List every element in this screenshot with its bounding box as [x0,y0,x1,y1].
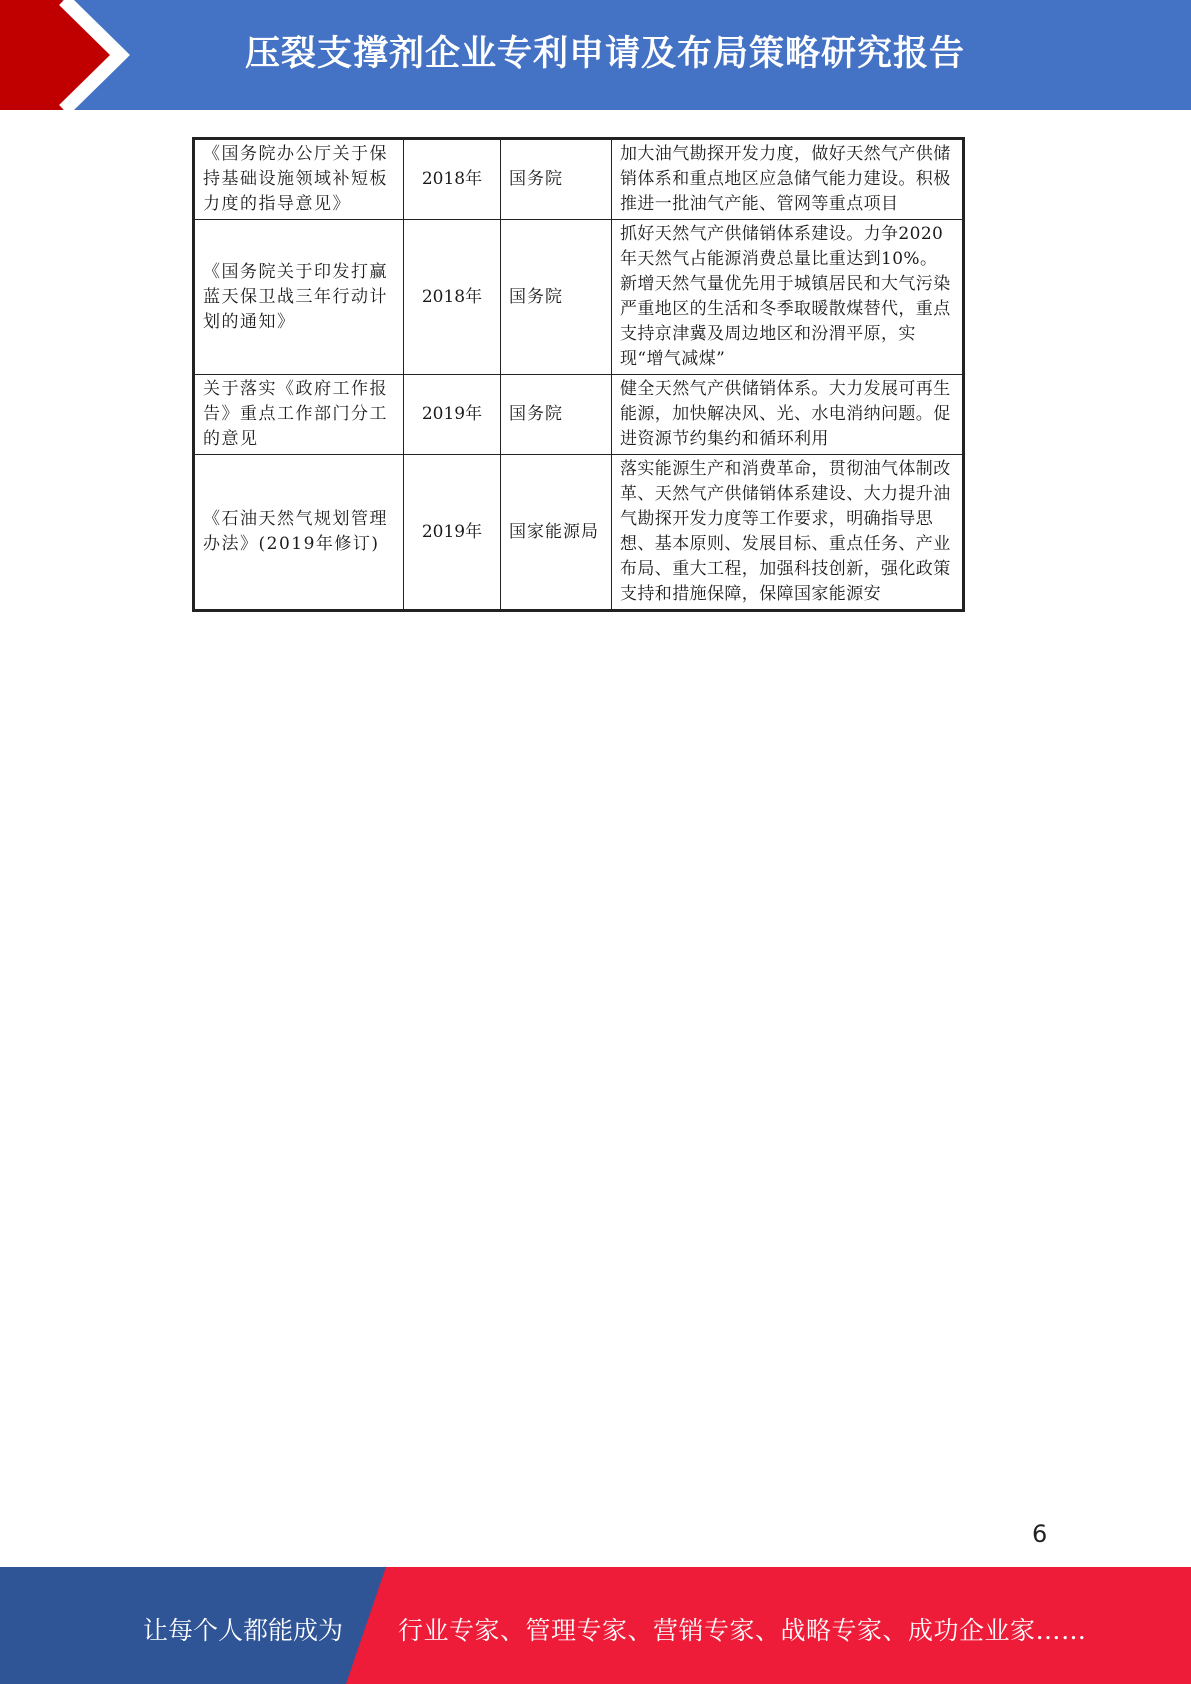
content-cell: 落实能源生产和消费革命，贯彻油气体制改革、天然气产供储销体系建设、大力提升油气勘探开发力度等工作要求，明确指导思想、基本原则、发展目标、重点任务、产业布局、重大工程，加强科技创新，强化政策支持和措施保障，保障国家能源安 [612,455,964,611]
year-cell: 2019年 [404,455,501,611]
year-cell: 2019年 [404,375,501,455]
issuer-cell: 国务院 [501,139,612,220]
year-cell: 2018年 [404,220,501,375]
year-cell: 2018年 [404,139,501,220]
document-name-cell: 《国务院关于印发打赢蓝天保卫战三年行动计划的通知》 [194,220,404,375]
table-row [194,375,964,455]
footer-slogan-left: 让每个人都能成为 [143,1616,344,1645]
issuer-cell: 国务院 [501,375,612,455]
table-row [194,220,964,375]
content-cell: 健全天然气产供储销体系。大力发展可再生能源，加快解决风、光、水电消纳问题。促进资源节约集约和循环利用 [612,375,964,455]
issuer-cell: 国家能源局 [501,455,612,611]
page-number: 6 [1032,1520,1048,1548]
table-row [194,139,964,220]
header-arrow-decoration [0,0,200,110]
issuer-cell: 国务院 [501,220,612,375]
page-header [0,0,1191,110]
table-row [194,455,964,611]
content-cell: 抓好天然气产供储销体系建设。力争2020年天然气占能源消费总量比重达到10%。新增天然气量优先用于城镇居民和大气污染严重地区的生活和冬季取暖散煤替代，重点支持京津冀及周边地区和汾渭平原，实现“增气减煤” [612,220,964,375]
document-name-cell: 《国务院办公厅关于保持基础设施领域补短板力度的指导意见》 [194,139,404,220]
policy-table [192,137,965,612]
document-name-cell: 《石油天然气规划管理办法》(2019年修订) [194,455,404,611]
document-name-cell: 关于落实《政府工作报告》重点工作部门分工的意见 [194,375,404,455]
report-title: 压裂支撑剂企业专利申请及布局策略研究报告 [245,34,966,74]
page-footer [0,1567,1191,1684]
content-cell: 加大油气勘探开发力度，做好天然气产供储销体系和重点地区应急储气能力建设。积极推进一批油气产能、管网等重点项目 [612,139,964,220]
footer-slogan-right: 行业专家、管理专家、营销专家、战略专家、成功企业家…… [398,1616,1087,1645]
